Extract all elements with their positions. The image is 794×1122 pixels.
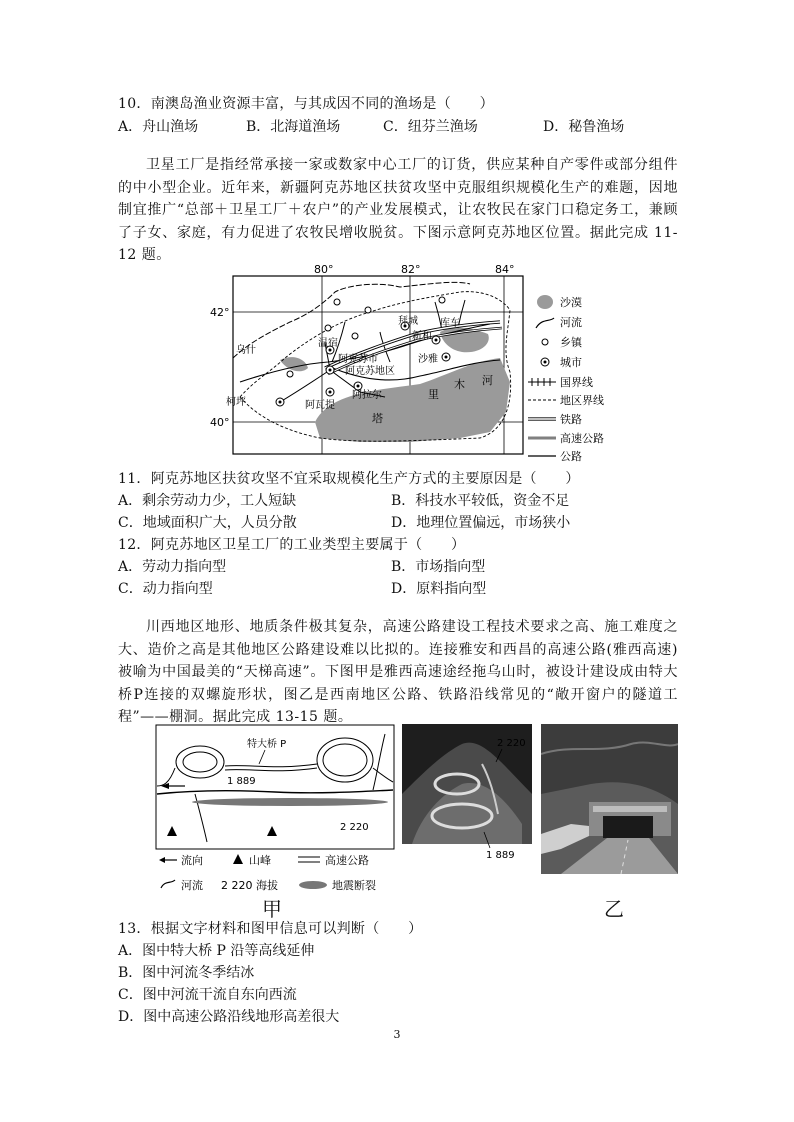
q12-option-c: C．动力指向型 bbox=[118, 581, 213, 597]
q13-option-c: C．图中河流干流自东向西流 bbox=[118, 987, 297, 1003]
photo-label-1889: 1 889 bbox=[486, 850, 515, 861]
photo-label-2220: 2 220 bbox=[497, 738, 526, 749]
legend-road: 公路 bbox=[560, 450, 582, 463]
label-kalpin: 柯坪 bbox=[226, 397, 246, 408]
legend-river: 河流 bbox=[181, 879, 203, 892]
q12-option-d: D．原料指向型 bbox=[391, 581, 487, 597]
caption-jia: 甲 bbox=[262, 897, 282, 921]
q12-stem: 12．阿克苏地区卫星工厂的工业类型主要属于（ ） bbox=[118, 537, 466, 553]
legend-elevation: 2 220 海拔 bbox=[221, 879, 278, 892]
q11-option-d: D．地理位置偏远，市场狭小 bbox=[391, 515, 571, 531]
label-baicheng: 拜城 bbox=[398, 316, 418, 327]
legend-expressway: 高速公路 bbox=[560, 432, 604, 445]
figure-jia bbox=[155, 724, 395, 874]
q12-option-a: A．劳动力指向型 bbox=[118, 559, 227, 575]
legend-region-border: 地区界线 bbox=[560, 394, 604, 407]
photo-spiral-bridge bbox=[402, 724, 532, 864]
q11-option-c: C．地域面积广大，人员分散 bbox=[118, 515, 297, 531]
aksu-location-map bbox=[210, 262, 630, 467]
town-marker-6 bbox=[287, 371, 293, 377]
label-aksu-city: 阿克苏市 bbox=[338, 354, 378, 365]
town-marker-5 bbox=[352, 333, 358, 339]
label-he: 河 bbox=[482, 374, 493, 387]
town-marker-4 bbox=[325, 325, 331, 331]
fault-zone bbox=[192, 798, 388, 806]
legend-peak: 山峰 bbox=[249, 854, 271, 867]
legend-flow: 流向 bbox=[181, 854, 203, 867]
q13-option-d: D．图中高速公路沿线地形高差很大 bbox=[118, 1009, 340, 1025]
town-marker-2 bbox=[365, 307, 371, 313]
legend-river: 河流 bbox=[560, 316, 582, 329]
label-alar: 阿拉尔 bbox=[352, 390, 382, 401]
legend-railway: 铁路 bbox=[560, 413, 582, 426]
label-wushi: 乌什 bbox=[236, 345, 256, 356]
q11-stem: 11．阿克苏地区扶贫攻坚不宜采取规模化生产方式的主要原因是（ ） bbox=[118, 471, 580, 487]
label-xinhe: 新和 bbox=[412, 331, 432, 342]
q12-option-b: B．市场指向型 bbox=[391, 559, 486, 575]
q11-option-b: B．科技水平较低，资金不足 bbox=[391, 493, 570, 509]
lon-label-82: 82° bbox=[401, 263, 421, 276]
passage-yaxi-expressway: 川西地区地形、地质条件极其复杂，高速公路建设工程技术要求之高、施工难度之大、造价之高是其他地区公路建设难以比拟的。连接雅安和西昌的高速公路(雅西高速)被喻为中国最美的“天梯高速”。下图甲是雅西高速途经拖乌山时，被设计建设成由特大桥P连接的双螺旋形状，图乙是西南地区公路、铁路沿线常见的“敞开窗户的隧道工程”——棚洞。据此完成 13-15 题。 bbox=[118, 619, 678, 725]
yi-tunnel-opening bbox=[603, 816, 653, 838]
caption-yi: 乙 bbox=[604, 897, 624, 921]
lon-label-84: 84° bbox=[495, 263, 515, 276]
q10-option-b: B．北海道渔场 bbox=[246, 119, 341, 135]
lon-label-80: 80° bbox=[314, 263, 334, 276]
page-number: 3 bbox=[393, 1028, 401, 1041]
q10-option-d: D．秘鲁渔场 bbox=[543, 119, 625, 135]
label-bridge-p: 特大桥 P bbox=[247, 739, 287, 750]
q11-option-a: A．剩余劳动力少，工人短缺 bbox=[118, 493, 297, 509]
q13-option-b: B．图中河流冬季结冰 bbox=[118, 965, 255, 981]
label-shaya: 沙雅 bbox=[418, 354, 438, 365]
q13-option-a: A．图中特大桥 P 沿等高线延伸 bbox=[118, 943, 315, 959]
label-awat: 阿瓦提 bbox=[305, 400, 335, 411]
figure-yi-photo bbox=[541, 724, 678, 874]
q10-stem: 10．南澳岛渔业资源丰富，与其成因不同的渔场是（ ） bbox=[118, 96, 494, 112]
lat-label-42: 42° bbox=[210, 306, 230, 319]
legend-expressway: 高速公路 bbox=[325, 854, 369, 867]
label-li: 里 bbox=[428, 388, 439, 401]
legend-fault: 地震断裂 bbox=[332, 879, 376, 892]
town-marker-1 bbox=[334, 299, 340, 305]
q13-stem: 13．根据文字材料和图甲信息可以判断（ ） bbox=[118, 921, 423, 937]
label-mu: 木 bbox=[454, 378, 465, 391]
label-wensu: 温宿 bbox=[318, 338, 338, 349]
label-aksu-region: 阿克苏地区 bbox=[345, 366, 395, 377]
q10-option-a: A．舟山渔场 bbox=[118, 119, 199, 135]
label-elev-1889: 1 889 bbox=[227, 776, 256, 787]
legend-desert: 沙漠 bbox=[560, 296, 582, 309]
legend-town: 乡镇 bbox=[560, 336, 582, 349]
town-marker-3 bbox=[439, 297, 445, 303]
legend-national-border: 国界线 bbox=[560, 376, 593, 389]
label-kuqa: 库车 bbox=[440, 318, 460, 329]
q10-option-c: C．纽芬兰渔场 bbox=[383, 119, 478, 135]
label-elev-2220: 2 220 bbox=[340, 822, 369, 833]
passage-satellite-factory: 卫星工厂是指经常承接一家或数家中心工厂的订货，供应某种自产零件或部分组件的中小型企业。近年来，新疆阿克苏地区扶贫攻坚中克服组织规模化生产的难题，因地制宜推广“总部＋卫星工厂＋农户”的产业发展模式，让农牧民在家门口稳定务工，兼顾了子女、家庭，有力促进了农牧民增收脱贫。下图示意阿克苏地区位置。据此完成 11-12 题。 bbox=[118, 157, 678, 263]
label-ta: 塔 bbox=[372, 412, 383, 425]
map-legend bbox=[528, 295, 604, 463]
lat-label-40: 40° bbox=[210, 416, 230, 429]
legend-city: 城市 bbox=[560, 356, 582, 369]
